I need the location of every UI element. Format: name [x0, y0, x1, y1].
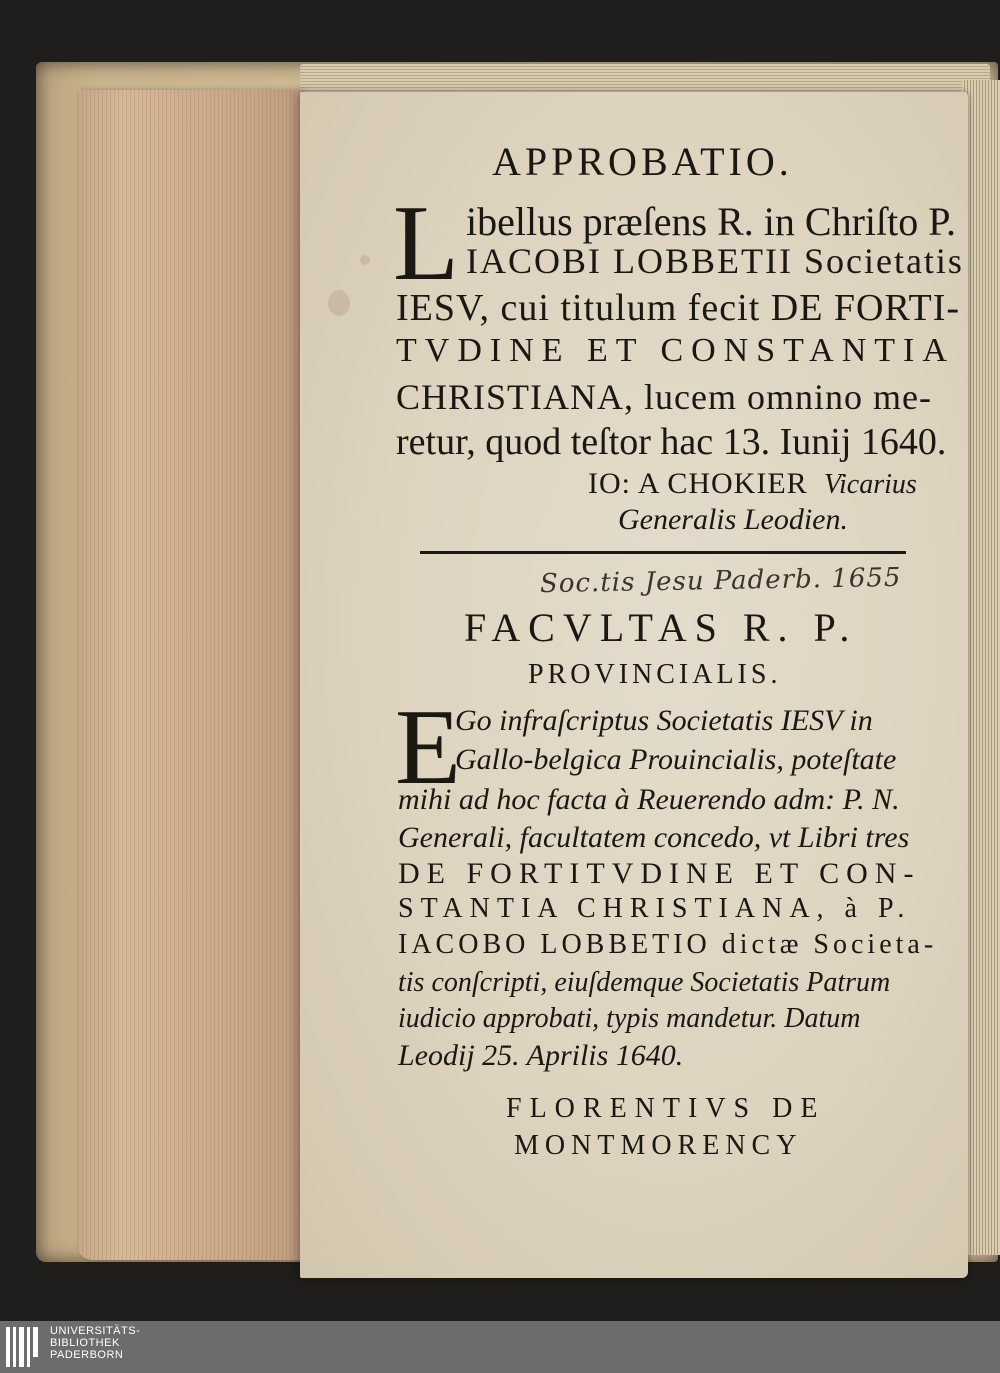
- footer-line-2: BIBLIOTHEK: [50, 1337, 120, 1349]
- facultas-line-8: tis conſcripti, eiuſdemque Societatis Patrum: [398, 967, 891, 998]
- approbatio-title: APPROBATIO.: [492, 139, 793, 184]
- section-divider: [420, 551, 906, 554]
- facultas-dropcap: E: [395, 688, 461, 807]
- facultas-line-9: iudicio approbati, typis mandetur. Datum: [398, 1003, 861, 1034]
- facultas-line-4: Generali, facultatem concedo, vt Libri tres: [398, 821, 910, 854]
- facultas-line-1: Go infraſcriptus Societatis IESV in: [455, 704, 873, 737]
- facultas-title: FACVLTAS R. P.: [464, 605, 858, 650]
- facultas-subtitle: PROVINCIALIS.: [528, 659, 782, 690]
- approbatio-dropcap: L: [393, 184, 459, 303]
- handwritten-ownership-note: Soc.tis Jesu Paderb. 1655: [539, 562, 902, 600]
- facultas-line-5: DE FORTITVDINE ET CON-: [398, 857, 921, 890]
- approbatio-line-2: IACOBI LOBBETII Societatis: [466, 241, 964, 281]
- facultas-signature-1: FLORENTIVS DE: [506, 1093, 826, 1124]
- facultas-signature-2: MONTMORENCY: [514, 1130, 803, 1161]
- approbatio-signature-name: IO: A CHOKIER: [588, 467, 808, 500]
- footer-line-3: PADERBORN: [50, 1349, 124, 1361]
- approbatio-line-1: ibellus præſens R. in Chriſto P.: [466, 199, 957, 244]
- library-footer-bar: [0, 1321, 1000, 1373]
- paper-stain: [360, 255, 370, 265]
- approbatio-signature-role2: Generalis Leodien.: [618, 503, 848, 536]
- approbatio-line-4: TVDINE ET CONSTANTIA: [396, 332, 955, 369]
- facultas-line-6: STANTIA CHRISTIANA, à P.: [398, 893, 912, 924]
- library-logo-icon: [6, 1327, 42, 1367]
- footer-line-1: UNIVERSITÄTS-: [50, 1325, 141, 1337]
- page-block-edge: [78, 90, 303, 1260]
- facultas-line-2: Gallo-belgica Prouincialis, poteſtate: [455, 743, 897, 776]
- approbatio-signature-role: Vicarius: [824, 469, 917, 500]
- approbatio-line-6: retur, quod teſtor hac 13. Iunij 1640.: [396, 421, 947, 463]
- facultas-line-7: IACOBO LOBBETIO dictæ Societa-: [398, 929, 938, 960]
- approbatio-line-5: CHRISTIANA, lucem omnino me-: [396, 377, 932, 417]
- facultas-line-10: Leodij 25. Aprilis 1640.: [398, 1039, 684, 1072]
- facultas-line-3: mihi ad hoc facta à Reuerendo adm: P. N.: [398, 783, 900, 816]
- paper-stain: [328, 290, 350, 316]
- approbatio-line-3: IESV, cui titulum fecit DE FORTI-: [396, 287, 961, 329]
